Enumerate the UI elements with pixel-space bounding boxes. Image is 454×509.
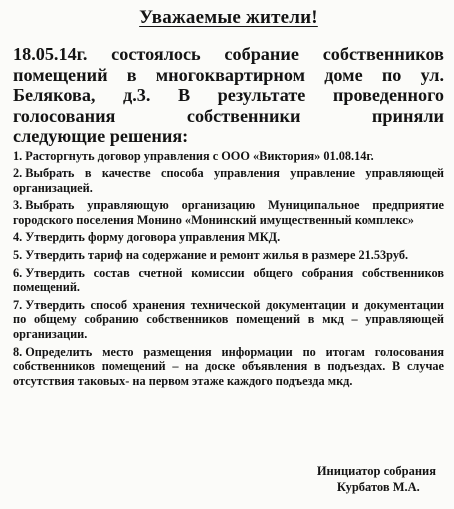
decision-number: 6. — [13, 265, 23, 280]
signature-block — [317, 463, 436, 495]
decision-text: Выбрать управляющую организацию Муниципальное предприятие городского поселения Монино «Монинский имущественный комплекс» — [13, 198, 444, 227]
decision-number: 1. — [13, 148, 23, 163]
decision-item — [13, 149, 444, 164]
decision-item — [13, 298, 444, 342]
intro-line: голосования собственники приняли — [13, 105, 444, 126]
decision-item — [13, 266, 444, 295]
decision-text: Утвердить способ хранения технической документации и документации по общему собранию собственников помещений в мкд – управляющей организации. — [13, 297, 444, 342]
intro-line: следующие решения: — [13, 126, 189, 146]
decision-number: 2. — [13, 166, 23, 181]
decision-text: Выбрать в качестве способа управления управление управляющей организацией. — [13, 166, 444, 195]
decision-text: Утвердить тариф на содержание и ремонт жилья в размере 21.53руб. — [25, 248, 409, 263]
decision-item — [13, 166, 444, 195]
signature-name: Курбатов М.А. — [336, 480, 420, 494]
decisions-list — [13, 149, 444, 389]
decision-number: 3. — [13, 198, 23, 213]
intro-paragraph — [13, 44, 444, 147]
intro-line: помещений в многоквартирном доме по ул. — [13, 64, 444, 85]
decision-text: Утвердить состав счетной комиссии общего собрания собственников помещений. — [13, 265, 444, 295]
notice-title: Уважаемые жители! — [139, 7, 318, 28]
decision-number: 8. — [13, 344, 23, 359]
decision-item — [13, 248, 444, 263]
signature-role: Инициатор собрания — [316, 464, 436, 478]
decision-item — [13, 198, 444, 227]
decision-item — [13, 230, 444, 245]
decision-text: Расторгнуть договор управления с ООО «Виктория» 01.08.14г. — [25, 148, 374, 163]
decision-number: 4. — [13, 230, 23, 245]
intro-line: Белякова, д.3. В результате проведенного — [13, 85, 444, 105]
decision-text: Определить место размещения информации по итогам голосования собственников помещений – на доске объявления в подъездах. В случае отсутствия таковых- на первом этаже каждого подъезда мкд. — [13, 344, 444, 388]
decision-number: 7. — [13, 297, 23, 312]
decision-number: 5. — [13, 248, 23, 263]
decision-item — [13, 345, 444, 389]
intro-line: 18.05.14г. состоялось собрание собственников — [13, 44, 444, 64]
decision-text: Утвердить форму договора управления МКД. — [25, 230, 281, 245]
